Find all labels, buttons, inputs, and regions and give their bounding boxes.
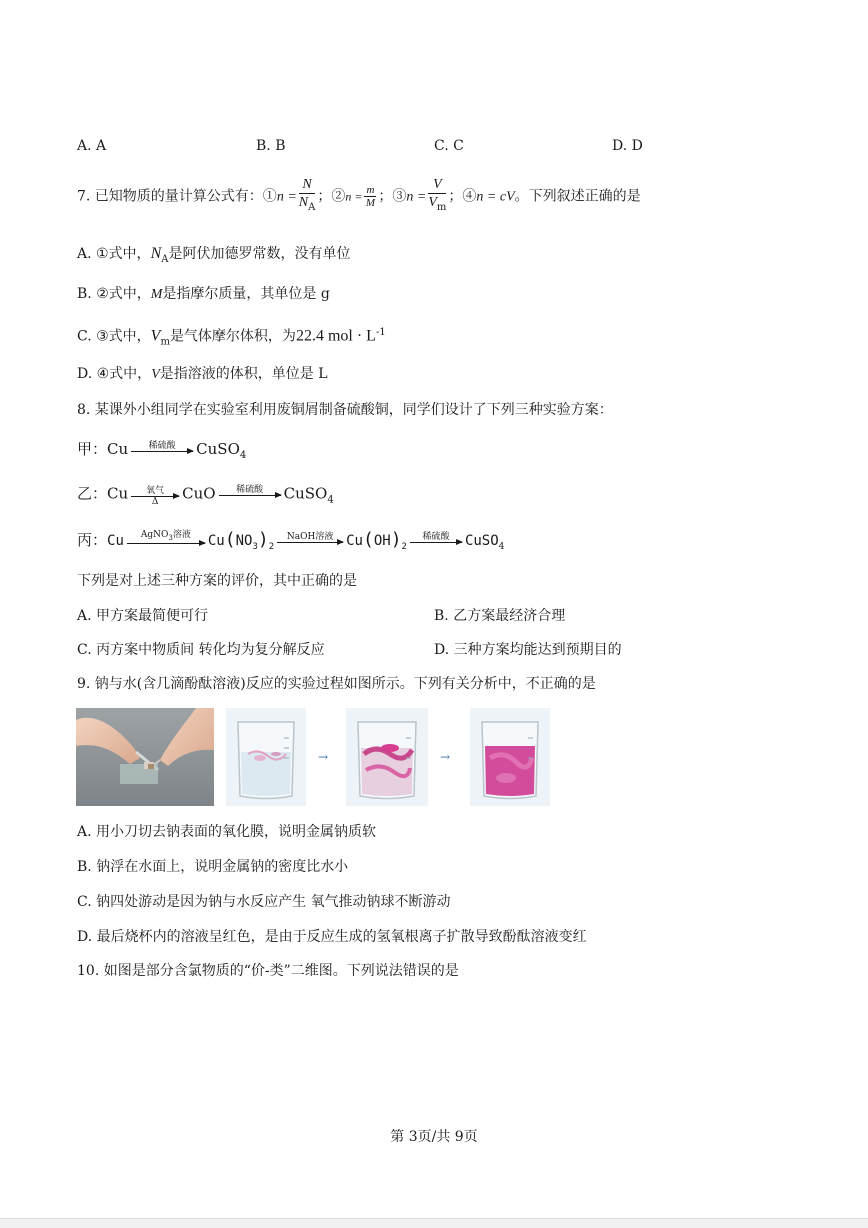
q7-prefix: 7. 已知物质的量计算公式有：①	[77, 188, 277, 205]
q8-jia-product-sub: 4	[239, 450, 247, 461]
q8-question: 下列是对上述三种方案的评价，其中正确的是	[77, 573, 357, 589]
q7-formula2-lhs: n =	[345, 189, 363, 204]
q7-formula3-den-var: V	[428, 195, 437, 210]
arrow-icon-2: →	[440, 750, 451, 764]
q8-bing-product: CuSO	[464, 533, 499, 549]
q8-option-a: A. 甲方案最简便可行	[77, 608, 209, 624]
q6-option-b: B. B	[256, 138, 286, 154]
q8-jia-product: CuSO	[196, 440, 240, 458]
q7-option-b-var: M	[150, 287, 163, 302]
q8-bing-mid2-inner: OH	[373, 533, 391, 549]
page-footer: 第 3页/共 9页	[390, 1129, 478, 1145]
q8-bing-cond1-pre: AgNO	[140, 530, 169, 541]
q7-option-c-value: 22.4 mol · L	[295, 327, 376, 345]
q8-scheme-jia	[77, 440, 246, 465]
q8-jia-cond: 稀硫酸	[148, 440, 176, 451]
q8-jia-start: Cu	[107, 440, 129, 458]
q8-bing-mid1-inner-sub: 3	[252, 541, 258, 552]
q8-bing-mid1-pre: Cu	[207, 533, 225, 549]
q8-bing-start: Cu	[107, 533, 124, 549]
q8-bing-label: 丙：	[77, 531, 108, 549]
q7-formula4: n = cV	[476, 189, 515, 205]
q7-option-a	[77, 245, 350, 269]
q8-yi-product-sub: 4	[327, 494, 334, 506]
q7-formula3-lhs: n =	[406, 189, 427, 205]
q8-bing-cond1	[127, 530, 205, 543]
q9-option-b: B. 钠浮在水面上，说明金属钠的密度比水小	[77, 859, 349, 875]
q8-yi-cond1-above: 氧气	[146, 486, 165, 496]
q7-option-a-var: N	[150, 245, 162, 262]
q9-stem: 9. 钠与水(含几滴酚酞溶液)反应的实验过程如图所示。下列有关分析中，不正确的是	[77, 676, 596, 692]
q7-option-c-text: 是气体摩尔体积，为	[169, 328, 296, 345]
q7-option-b	[77, 285, 330, 304]
q8-bing-arrow3	[410, 532, 462, 543]
arrow-line	[410, 542, 462, 543]
q7-sep1: ；②	[317, 188, 346, 205]
q7-option-c-prefix: C. ③式中，	[77, 328, 151, 345]
q7-sep3: ；④	[448, 188, 477, 205]
q8-scheme-bing	[77, 531, 504, 556]
q7-option-c-sub: m	[160, 336, 170, 348]
q8-bing-cond2: NaOH溶液	[286, 531, 334, 542]
q8-scheme-yi	[77, 484, 334, 510]
q8-yi-arrow2	[219, 485, 281, 496]
q7-formula3-den-sub: m	[436, 201, 447, 213]
q8-jia-arrow	[131, 441, 193, 452]
q8-yi-start: Cu	[107, 484, 129, 503]
q8-yi-label: 乙：	[77, 484, 108, 503]
q7-suffix: 。下列叙述正确的是	[514, 188, 641, 205]
q8-bing-cond1-sub: 3	[168, 533, 173, 542]
q8-yi-product: CuSO	[283, 484, 328, 503]
arrow-line	[219, 495, 281, 496]
q6-option-c: C. C	[434, 138, 464, 154]
q7-option-a-prefix: A. ①式中，	[77, 246, 151, 262]
q8-bing-mid1: $Cu(NO_3)_2$	[207, 529, 275, 552]
q8-bing-mid1-inner: NO	[235, 533, 253, 549]
sodium-cutting-photo	[76, 708, 214, 806]
q7-formula1-den	[299, 194, 316, 216]
q7-formula1-num: N	[299, 177, 316, 194]
q6-option-d: D. D	[612, 138, 643, 154]
q7-option-d-prefix: D. ④式中，	[77, 366, 152, 382]
arrow-line	[131, 496, 179, 497]
q8-option-b: B. 乙方案最经济合理	[434, 608, 566, 624]
q7-formula1-den-var: N	[298, 195, 309, 210]
q7-option-d	[77, 365, 328, 384]
q8-option-d: D. 三种方案均能达到预期目的	[434, 642, 622, 658]
q8-yi-cond2: 稀硫酸	[236, 485, 264, 495]
q7-option-b-text: 是指摩尔质量，其单位是 g	[162, 286, 330, 302]
beaker-2-photo	[346, 708, 428, 806]
arrow-line	[131, 451, 193, 452]
q7-formula3-fraction	[428, 177, 446, 216]
q7-formula2-num: m	[366, 183, 375, 196]
q8-jia-label: 甲：	[77, 440, 108, 458]
q8-bing-arrow1	[127, 530, 205, 544]
q7-formula2-fraction	[364, 184, 376, 209]
q7-formula3-num: V	[428, 177, 446, 194]
q8-bing-product-sub: 4	[498, 542, 505, 552]
beaker-1-photo	[226, 708, 306, 806]
q7-formula1-den-sub: A	[308, 201, 316, 213]
q8-bing-arrow2	[277, 532, 343, 543]
q7-option-d-var: V	[151, 367, 160, 382]
q8-option-c: C. 丙方案中物质间 转化均为复分解反应	[77, 642, 325, 658]
arrow-line	[277, 542, 343, 543]
q8-bing-cond1-post: 溶液	[172, 530, 191, 541]
q8-yi-cond1-below: Δ	[151, 497, 159, 507]
q7-option-c	[77, 324, 386, 351]
q7-formula1-fraction	[299, 177, 316, 216]
q8-bing-mid2-sub: 2	[401, 541, 407, 552]
q8-bing-mid2-pre: Cu	[346, 533, 363, 549]
q7-option-a-sub: A	[161, 253, 169, 265]
arrow-line	[127, 543, 205, 544]
q7-formula3-den	[428, 194, 446, 216]
q7-sep2: ；③	[378, 188, 407, 205]
q6-option-a: A. A	[77, 138, 107, 154]
q10-stem: 10. 如图是部分含氯物质的“价-类”二维图。下列说法错误的是	[77, 963, 459, 979]
q9-option-d: D. 最后烧杯内的溶液呈红色，是由于反应生成的氢氧根离子扩散导致酚酞溶液变红	[77, 929, 587, 945]
q9-option-c: C. 钠四处游动是因为钠与水反应产生 氧气推动钠球不断游动	[77, 894, 451, 910]
q8-yi-arrow1	[131, 486, 179, 507]
q8-bing-mid2: $Cu(OH)_2$	[346, 529, 407, 552]
q8-bing-mid1-sub: 2	[268, 541, 275, 552]
q8-stem: 8. 某课外小组同学在实验室利用废铜屑制备硫酸铜，同学们设计了下列三种实验方案：	[77, 402, 613, 418]
q7-stem	[77, 177, 641, 216]
q8-bing-cond3: 稀硫酸	[422, 531, 450, 542]
q7-option-d-text: 是指溶液的体积，单位是 L	[159, 366, 328, 382]
q7-option-c-sup: -1	[375, 327, 386, 338]
q8-yi-mid: CuO	[182, 484, 216, 503]
q7-option-c-var: V	[150, 327, 161, 345]
q7-option-b-prefix: B. ②式中，	[77, 286, 151, 302]
beaker-3-photo	[470, 708, 550, 806]
q7-formula1-lhs: n =	[276, 189, 297, 205]
q7-formula2-den: M	[365, 196, 376, 209]
q9-option-a: A. 用小刀切去钠表面的氧化膜，说明金属钠质软	[77, 824, 377, 840]
arrow-icon-1: →	[318, 750, 329, 764]
q7-option-a-text: 是阿伏加德罗常数，没有单位	[168, 246, 351, 262]
